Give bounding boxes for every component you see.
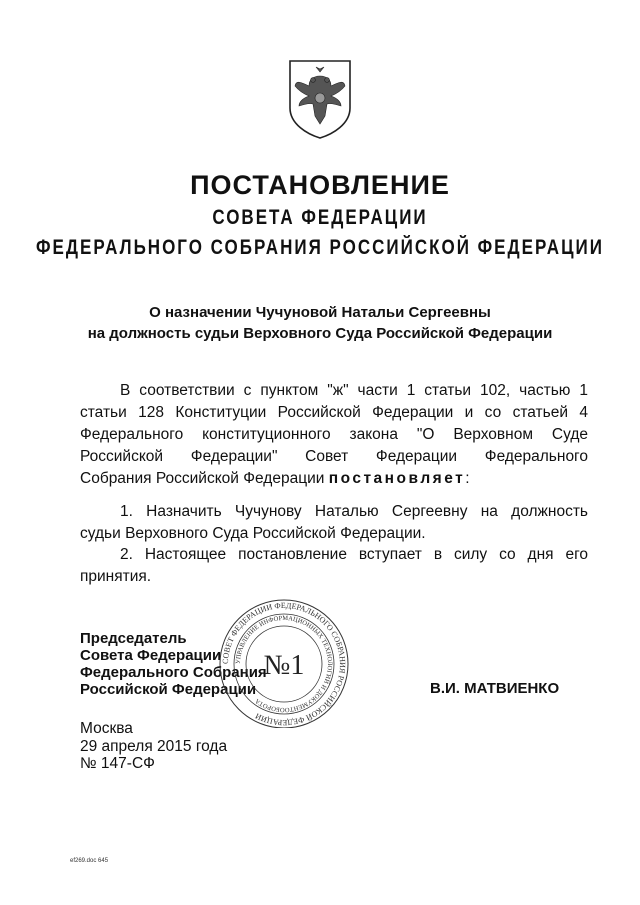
document-number: № 147-СФ [80,755,155,772]
document-title: ПОСТАНОВЛЕНИЕ [190,170,450,200]
preamble-line: Российской Федерации" Совет Федерации Федерального [80,448,588,465]
place: Москва [80,720,133,737]
preamble-line: В соответствии с пунктом "ж" части 1 статьи 102, частью 1 [120,382,588,399]
stamp-inner-text: УПРАВЛЕНИЕ ИНФОРМАЦИОННЫХ ТЕХНОЛОГИЙ И ДОКУМЕНТООБОРОТА [234,614,334,714]
item-1-line-1: 1. Назначить Чучунову Наталью Сергеевну на должность [120,503,588,520]
place-date-number [80,720,227,773]
item-2-line-2: принятия. [80,568,152,585]
resolves-word: постановляет [328,470,466,487]
coat-of-arms-emblem [285,58,355,140]
document-subtitle-council: СОВЕТА ФЕДЕРАЦИИ [212,205,428,229]
item-1-line-2: судьи Верховного Суда Российской Федерации. [80,525,426,542]
footer-file-code: ef269.doc 645 [70,858,109,864]
preamble-line: статьи 128 Конституции Российской Федерации и со статьей 4 [80,404,588,421]
subject-line-2: на должность судьи Верховного Суда Российской Федерации [87,325,553,342]
official-seal-stamp [214,598,354,728]
item-2-line-1: 2. Настоящее постановление вступает в силу со дня его [120,546,588,563]
signatory-name: В.И. МАТВИЕНКО [430,680,560,697]
preamble-last-line: Собрания Российской Федерации постановляет: [80,470,470,487]
preamble-line: Федерального конституционного закона "О Верховном Суде [80,426,588,443]
document-subtitle-assembly: ФЕДЕРАЛЬНОГО СОБРАНИЯ РОССИЙСКОЙ ФЕДЕРАЦИИ [36,235,604,259]
subject-line-1: О назначении Чучуновой Натальи Сергеевны [149,304,491,321]
date: 29 апреля 2015 года [80,737,228,755]
stamp-number: №1 [263,650,305,681]
signature-title: Председатель Совета Федерации Федерального Собрания Российской Федерации [80,630,267,698]
stamp-outer-text: СОВЕТ ФЕДЕРАЦИИ ФЕДЕРАЛЬНОГО СОБРАНИЯ РОССИЙСКОЙ ФЕДЕРАЦИИ [220,600,348,728]
